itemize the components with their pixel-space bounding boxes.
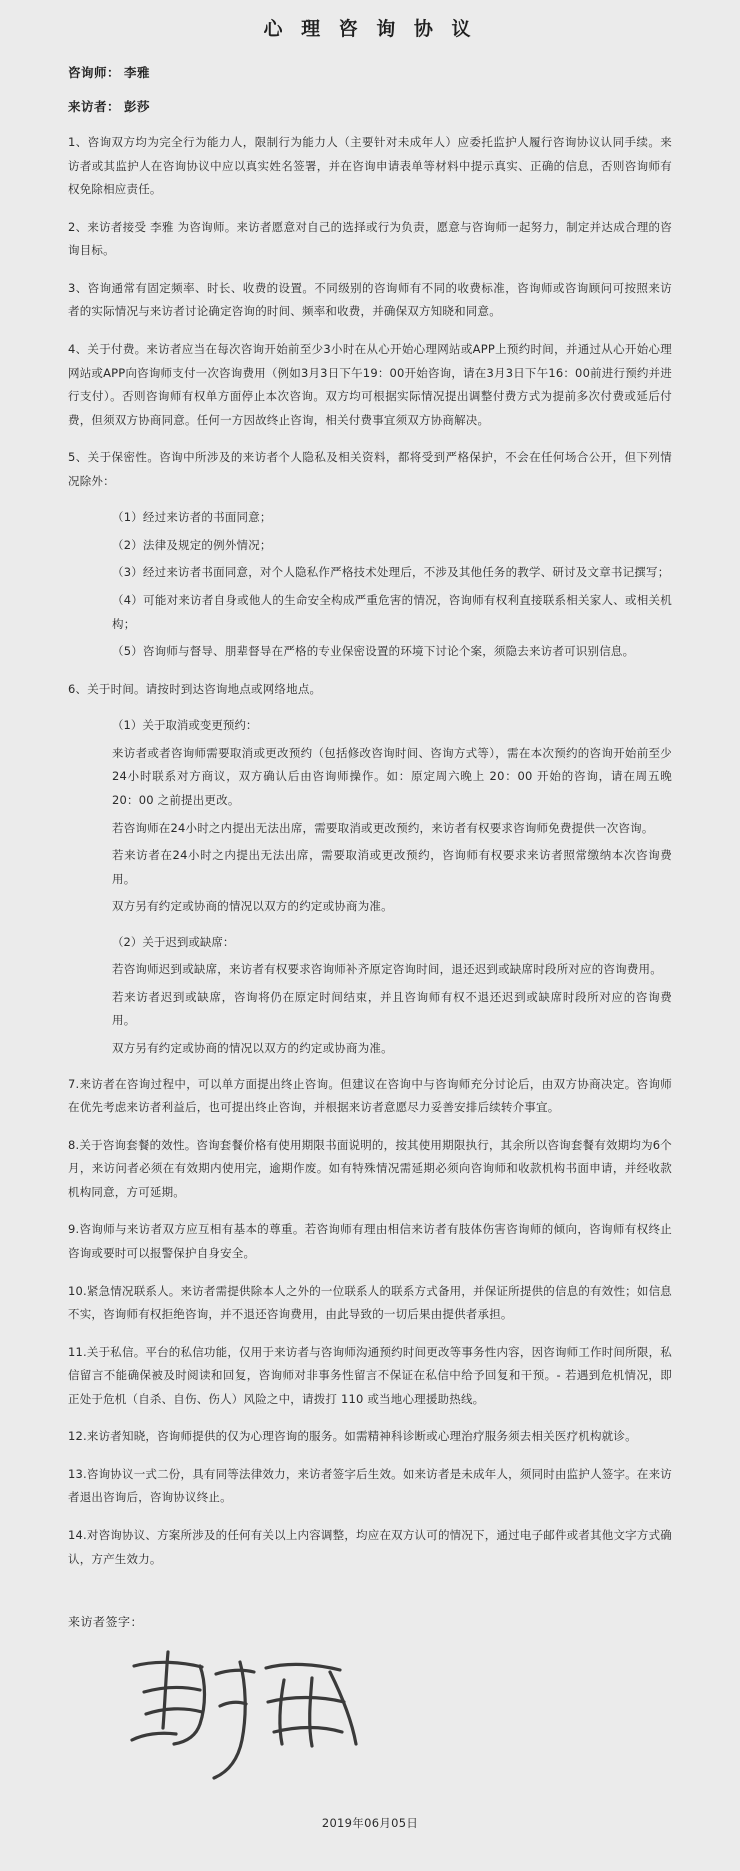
client-line [68,97,672,115]
clause-5: 5、关于保密性。咨询中所涉及的来访者个人隐私及相关资料，都将受到严格保护，不会在任何场合公开，但下列情况除外： [68,450,672,488]
signature-field[interactable] [68,1634,672,1809]
time-sub1-item-1: 来访者或者咨询师需要取消或更改预约（包括修改咨询时间、咨询方式等），需在本次预约的咨询开始前至少24小时联系对方商议，双方确认后由咨询师操作。如：原定周六晚上 20：00 开始的咨询，请在周五晚 20：00 之前提出更改。 [112,745,672,807]
time-sub1-head: （1）关于取消或变更预约： [112,718,258,733]
clause-6: 6、关于时间。请按时到达咨询地点或网络地点。 [68,681,322,696]
time-sub2-head: （2）关于迟到或缺席： [112,934,235,949]
confidential-item-1: （1）经过来访者的书面同意； [112,510,272,525]
clause-13: 13.咨询协议一式二份，具有同等法律效力，来访者签字后生效。如来访者是未成年人，须同时由监护人签字。在来访者退出咨询后，咨询协议终止。 [68,1466,672,1505]
clause-11: 11.关于私信。平台的私信功能，仅用于来访者与咨询师沟通预约时间更改等事务性内容，因咨询师工作时间所限，私信留言不能确保被及时阅读和回复，咨询师对非事务性留言不保证在私信中给予回复和干预。- 若遇到危机情况，即正处于危机（自杀、自伤、伤人）风险之中，请拨打 110 或当地心理援助热线。 [68,1344,672,1406]
clause-9: 9.咨询师与来访者双方应互相有基本的尊重。若咨询师有理由相信来访者有肢体伤害咨询师的倾向，咨询师有权终止咨询或要时可以报警保护自身安全。 [68,1222,672,1260]
client-name: 彭莎 [124,99,151,114]
handwritten-signature-icon [116,1644,376,1794]
document-date: 2019年06月05日 [321,1816,419,1831]
clause-10: 10.紧急情况联系人。来访者需提供除本人之外的一位联系人的联系方式备用，并保证所提供的信息的有效性；如信息不实，咨询师有权拒绝咨询，并不退还咨询费用，由此导致的一切后果由提供者承担。 [68,1283,672,1322]
counselor-label: 咨询师： [68,65,121,80]
time-sub1-item-4: 双方另有约定或协商的情况以双方的约定或协商为准。 [112,899,393,914]
confidential-item-3: （3）经过来访者书面同意，对个人隐私作严格技术处理后，不涉及其他任务的教学、研讨及文章书记撰写； [112,565,670,580]
signature-label: 来访者签字： [68,1615,144,1630]
confidential-item-5: （5）咨询师与督导、朋辈督导在严格的专业保密设置的环境下讨论个案，须隐去来访者可识别信息。 [112,644,635,659]
clause-2: 2、来访者接受 李雅 为咨询师。来访者愿意对自己的选择或行为负责，愿意与咨询师一起努力，制定并达成合理的咨询目标。 [68,219,672,258]
time-sub2-item-1: 若咨询师迟到或缺席，来访者有权要求咨询师补齐原定咨询时间，退还迟到或缺席时段所对应的咨询费用。 [112,962,662,977]
clause-7: 7.来访者在咨询过程中，可以单方面提出终止咨询。但建议在咨询中与咨询师充分讨论后，由双方协商决定。咨询师在优先考虑来访者利益后，也可提出终止咨询，并根据来访者意愿尽力妥善安排后续转介事宜。 [68,1076,672,1115]
clause-3: 3、咨询通常有固定频率、时长、收费的设置。不同级别的咨询师有不同的收费标准，咨询师或咨询顾问可按照来访者的实际情况与来访者讨论确定咨询的时间、频率和收费，并确保双方知晓和同意。 [68,280,672,319]
client-label: 来访者： [68,99,121,114]
clause-8: 8.关于咨询套餐的效性。咨询套餐价格有使用期限书面说明的，按其使用期限执行，其余所以咨询套餐有效期均为6个月，来访问者必须在有效期内使用完，逾期作废。如有特殊情况需延期必须向咨询师和收款机构书面申请，并经收款机构同意，方可延期。 [68,1137,672,1199]
time-sub2-item-3: 双方另有约定或协商的情况以双方的约定或协商为准。 [112,1041,393,1055]
clause-1: 1、咨询双方均为完全行为能力人，限制行为能力人（主要针对未成年人）应委托监护人履行咨询协议认同手续。来访者或其监护人在咨询协议中应以真实姓名签署，并在咨询申请表单等材料中提示真实、正确的信息，否则咨询师有权免除相应责任。 [68,135,672,197]
time-sub1-item-2: 若咨询师在24小时之内提出无法出席，需要取消或更改预约，来访者有权要求咨询师免费提供一次咨询。 [112,820,654,835]
confidential-item-4: （4）可能对来访者自身或他人的生命安全构成严重危害的情况，咨询师有权利直接联系相关家人、或相关机构； [112,593,672,631]
confidential-item-2: （2）法律及规定的例外情况； [112,537,272,552]
page-title: 心 理 咨 询 协 议 [263,18,477,40]
clause-4: 4、关于付费。来访者应当在每次咨询开始前至少3小时在从心开始心理网站或APP上预约时间，并通过从心开始心理网站或APP向咨询师支付一次咨询费用（例如3月3日下午19：00开始咨询，请在3月3日下午16：00前进行预约并进行支付）。否则咨询师有权单方面停止本次咨询。双方均可根据实际情况提出调整付费方式为提前多次付费或延后付费，但须双方协商同意。任何一方因故终止咨询，相关付费事宜须双方协商解决。 [68,341,672,427]
counselor-name: 李雅 [124,65,151,80]
clause-12: 12.来访者知晓，咨询师提供的仅为心理咨询的服务。如需精神科诊断或心理治疗服务须去相关医疗机构就诊。 [68,1429,637,1444]
clause-14: 14.对咨询协议、方案所涉及的任何有关以上内容调整，均应在双方认可的情况下，通过电子邮件或者其他文字方式确认，方产生效力。 [68,1528,672,1566]
time-sub1-item-3: 若来访者在24小时之内提出无法出席，需要取消或更改预约，咨询师有权要求来访者照常缴纳本次咨询费用。 [112,848,672,886]
time-sub2-item-2: 若来访者迟到或缺席，咨询将仍在原定时间结束，并且咨询师有权不退还迟到或缺席时段所对应的咨询费用。 [112,989,672,1028]
counselor-line [68,63,672,81]
